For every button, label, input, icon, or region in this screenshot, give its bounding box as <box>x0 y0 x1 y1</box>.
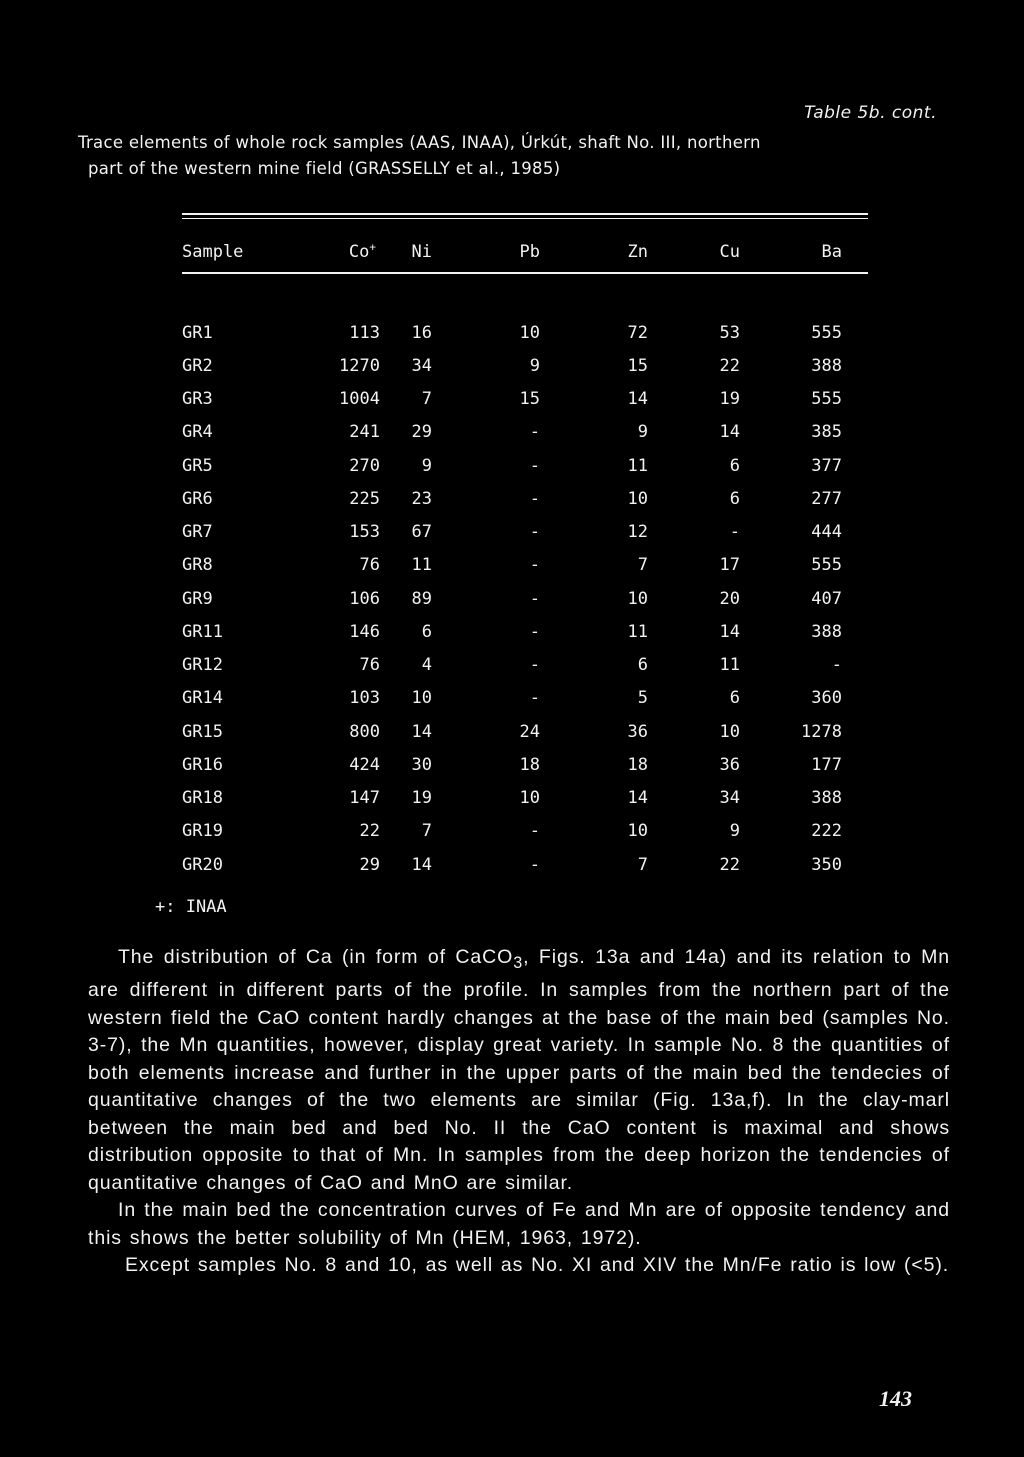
cell-sample: GR18 <box>182 788 223 809</box>
header-pb: Pb <box>519 242 540 262</box>
cell-pb: - <box>529 455 540 476</box>
cell-sample: GR3 <box>182 389 213 410</box>
cell-ni: 19 <box>411 788 432 809</box>
table-top-rule <box>182 213 868 215</box>
cell-pb: 10 <box>519 788 540 809</box>
cell-sample: GR2 <box>182 355 213 376</box>
cell-cu: 22 <box>719 355 740 376</box>
cell-ba: 350 <box>811 854 842 875</box>
caption-line-1: Trace elements of whole rock samples (AAS, INAA), Úrkút, shaft No. III, northern <box>78 133 761 152</box>
cell-cu: 34 <box>719 788 740 809</box>
cell-ni: 7 <box>421 821 432 842</box>
cell-sample: GR16 <box>182 754 223 775</box>
cell-cu: - <box>729 522 740 543</box>
header-cu: Cu <box>719 242 740 262</box>
table-row <box>182 449 872 482</box>
cell-sample: GR6 <box>182 488 213 509</box>
cell-co: 241 <box>349 422 380 443</box>
cell-ni: 10 <box>411 688 432 709</box>
header-co-marker: + <box>369 240 376 254</box>
cell-pb: - <box>529 688 540 709</box>
cell-co: 146 <box>349 621 380 642</box>
cell-ni: 7 <box>421 389 432 410</box>
cell-zn: 5 <box>637 688 648 709</box>
table-row <box>182 649 872 682</box>
header-ba: Ba <box>821 242 842 262</box>
cell-zn: 9 <box>637 422 648 443</box>
cell-co: 113 <box>349 322 380 343</box>
table-row <box>182 582 872 615</box>
cell-pb: - <box>529 522 540 543</box>
cell-cu: 9 <box>729 821 740 842</box>
paragraph-calcium-distribution: The distribution of Ca (in form of CaCO$_3$, Figs. 13a and 14a) and its relation to Mn are different in different parts of the profile. In samples from the northern part of the western field the CaO content hardly changes at the base of the main bed (samples No. 3-7), the Mn quantities, however, display great variety. In sample No. 8 the quantities of both elements increase and further in the upper parts of the main bed the tendecies of quantitative changes of the two elements are similar (Fig. 13a,f). In the clay-marl between the main bed and bed No. II the CaO content is maximal and shows distribution opposite to that of Mn. In samples from the deep horizon the tendencies of quantitative changes of CaO and MnO are similar. <box>88 946 950 1194</box>
cell-zn: 18 <box>627 754 648 775</box>
cell-pb: 15 <box>519 389 540 410</box>
cell-sample: GR5 <box>182 455 213 476</box>
cell-co: 270 <box>349 455 380 476</box>
cell-zn: 10 <box>627 821 648 842</box>
cell-cu: 6 <box>729 488 740 509</box>
table-label: Table 5b. cont. <box>804 103 937 123</box>
cell-ni: 14 <box>411 721 432 742</box>
cell-cu: 14 <box>719 621 740 642</box>
table-header-row <box>182 232 872 272</box>
cell-co: 29 <box>359 854 380 875</box>
table-row <box>182 782 872 815</box>
header-sample: Sample <box>182 242 244 262</box>
cell-pb: - <box>529 555 540 576</box>
cell-co: 424 <box>349 754 380 775</box>
cell-ba: 388 <box>811 355 842 376</box>
page-number: 143 <box>879 1386 912 1411</box>
cell-co: 153 <box>349 522 380 543</box>
cell-ni: 14 <box>411 854 432 875</box>
caption-line-2: part of the western mine field (GRASSELLY et al., 1985) <box>88 159 561 178</box>
header-co <box>272 242 376 262</box>
cell-ba: - <box>831 655 842 676</box>
cell-sample: GR8 <box>182 555 213 576</box>
cell-ba: 1278 <box>801 721 842 742</box>
cell-cu: 14 <box>719 422 740 443</box>
cell-ni: 67 <box>411 522 432 543</box>
table-row <box>182 848 872 881</box>
table-row <box>182 715 872 748</box>
cell-sample: GR1 <box>182 322 213 343</box>
cell-sample: GR15 <box>182 721 223 742</box>
cell-ni: 16 <box>411 322 432 343</box>
table-row <box>182 682 872 715</box>
cell-co: 22 <box>359 821 380 842</box>
cell-cu: 53 <box>719 322 740 343</box>
cell-sample: GR12 <box>182 655 223 676</box>
cell-co: 106 <box>349 588 380 609</box>
table-row <box>182 516 872 549</box>
cell-ni: 89 <box>411 588 432 609</box>
table-row <box>182 416 872 449</box>
table-row <box>182 349 872 382</box>
cell-cu: 6 <box>729 455 740 476</box>
cell-zn: 36 <box>627 721 648 742</box>
cell-zn: 11 <box>627 621 648 642</box>
cell-ba: 388 <box>811 621 842 642</box>
table-row <box>182 549 872 582</box>
cell-zn: 14 <box>627 788 648 809</box>
table-row <box>182 482 872 515</box>
cell-ni: 9 <box>421 455 432 476</box>
cell-ni: 34 <box>411 355 432 376</box>
cell-zn: 7 <box>637 555 648 576</box>
cell-sample: GR20 <box>182 854 223 875</box>
cell-ba: 555 <box>811 322 842 343</box>
table-caption <box>78 130 948 182</box>
subscript: 3 <box>513 953 524 972</box>
cell-co: 103 <box>349 688 380 709</box>
cell-cu: 20 <box>719 588 740 609</box>
cell-cu: 11 <box>719 655 740 676</box>
cell-zn: 72 <box>627 322 648 343</box>
cell-pb: - <box>529 422 540 443</box>
cell-ni: 30 <box>411 754 432 775</box>
table-top-rule-thin <box>182 218 868 219</box>
cell-ba: 555 <box>811 389 842 410</box>
cell-zn: 6 <box>637 655 648 676</box>
cell-cu: 10 <box>719 721 740 742</box>
cell-ba: 222 <box>811 821 842 842</box>
cell-ba: 360 <box>811 688 842 709</box>
cell-cu: 17 <box>719 555 740 576</box>
cell-ni: 11 <box>411 555 432 576</box>
cell-ba: 407 <box>811 588 842 609</box>
header-co-label: Co <box>348 242 370 262</box>
cell-pb: - <box>529 621 540 642</box>
cell-sample: GR4 <box>182 422 213 443</box>
cell-ba: 444 <box>811 522 842 543</box>
cell-cu: 36 <box>719 754 740 775</box>
cell-pb: - <box>529 821 540 842</box>
cell-cu: 6 <box>729 688 740 709</box>
cell-ni: 29 <box>411 422 432 443</box>
paragraph-fe-mn-curves: In the main bed the concentration curves of Fe and Mn are of opposite tendency and this shows the better solubility of Mn (HEM, 1963, 1972). <box>88 1199 950 1249</box>
header-ni: Ni <box>411 242 432 262</box>
cell-sample: GR7 <box>182 522 213 543</box>
cell-pb: - <box>529 588 540 609</box>
cell-sample: GR9 <box>182 588 213 609</box>
cell-zn: 10 <box>627 588 648 609</box>
cell-pb: 24 <box>519 721 540 742</box>
cell-ba: 277 <box>811 488 842 509</box>
cell-cu: 22 <box>719 854 740 875</box>
cell-pb: 9 <box>529 355 540 376</box>
cell-ni: 23 <box>411 488 432 509</box>
cell-pb: - <box>529 655 540 676</box>
cell-co: 76 <box>359 655 380 676</box>
cell-ba: 385 <box>811 422 842 443</box>
cell-zn: 7 <box>637 854 648 875</box>
cell-zn: 14 <box>627 389 648 410</box>
cell-sample: GR11 <box>182 621 223 642</box>
table-body <box>182 316 872 881</box>
table-row <box>182 383 872 416</box>
cell-pb: - <box>529 488 540 509</box>
cell-pb: 10 <box>519 322 540 343</box>
cell-ni: 6 <box>421 621 432 642</box>
cell-ba: 388 <box>811 788 842 809</box>
table-row <box>182 316 872 349</box>
cell-sample: GR19 <box>182 821 223 842</box>
cell-zn: 10 <box>627 488 648 509</box>
cell-co: 800 <box>349 721 380 742</box>
cell-co: 1004 <box>339 389 380 410</box>
cell-pb: - <box>529 854 540 875</box>
cell-sample: GR14 <box>182 688 223 709</box>
cell-co: 76 <box>359 555 380 576</box>
paragraph-mn-fe-ratio: Except samples No. 8 and 10, as well as No. XI and XIV the Mn/Fe ratio is low (<5). <box>125 1254 950 1277</box>
table-footnote: +: INAA <box>155 897 227 917</box>
header-zn: Zn <box>627 242 648 262</box>
table-row <box>182 815 872 848</box>
cell-zn: 11 <box>627 455 648 476</box>
table-row <box>182 615 872 648</box>
cell-pb: 18 <box>519 754 540 775</box>
table-row <box>182 748 872 781</box>
cell-ba: 377 <box>811 455 842 476</box>
trace-elements-table <box>182 232 872 881</box>
body-text <box>88 944 950 1280</box>
cell-ni: 4 <box>421 655 432 676</box>
cell-co: 147 <box>349 788 380 809</box>
cell-ba: 177 <box>811 754 842 775</box>
cell-ba: 555 <box>811 555 842 576</box>
cell-co: 225 <box>349 488 380 509</box>
cell-cu: 19 <box>719 389 740 410</box>
cell-zn: 12 <box>627 522 648 543</box>
cell-zn: 15 <box>627 355 648 376</box>
cell-co: 1270 <box>339 355 380 376</box>
